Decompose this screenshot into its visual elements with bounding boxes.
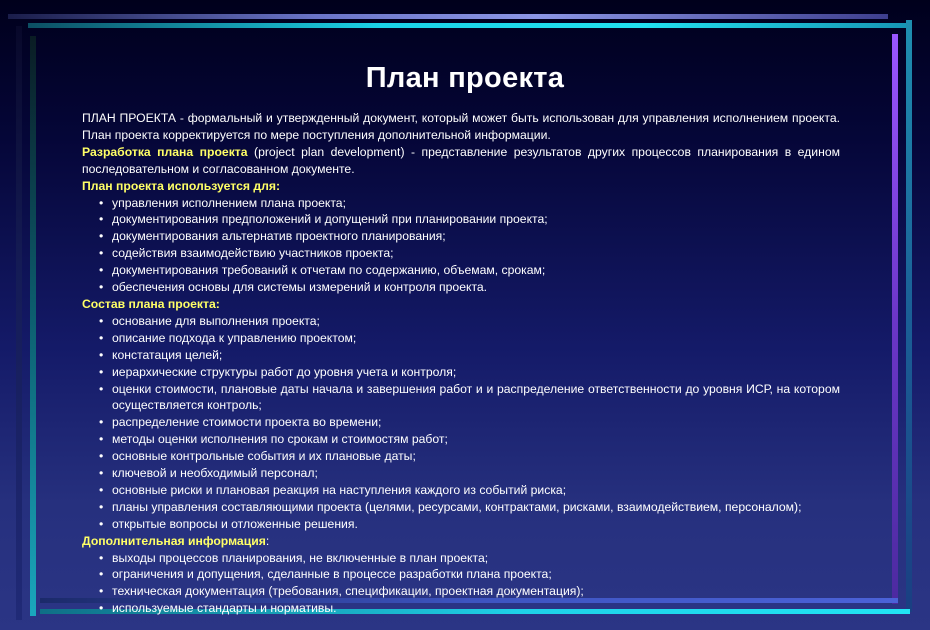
development-text: (project plan development) - представление результатов других процессов планирования в едином последовательном и согласованном документе. (82, 144, 840, 176)
list-item: • документирования требований к отчетам по содержанию, объемам, срокам; (112, 262, 840, 279)
list-item: • используемые стандарты и нормативы. (112, 600, 840, 617)
list-item: • управления исполнением плана проекта; (112, 195, 840, 212)
frame-line-top-inner (28, 23, 908, 28)
list-item: • документирования альтернатив проектного планирования; (112, 228, 840, 245)
list-item: • ключевой и необходимый персонал; (112, 465, 840, 482)
section-heading-additional: Дополнительная информация: (82, 533, 270, 548)
list-item: • выходы процессов планирования, не включенные в план проекта; (112, 550, 840, 567)
list-item: • планы управления составляющими проекта (целями, ресурсами, контрактами, рисками, взаимодействием, персоналом); (112, 499, 840, 516)
usage-list (82, 195, 840, 296)
list-item: • техническая документация (требования, спецификации, проектная документация); (112, 583, 840, 600)
list-item: • ограничения и допущения, сделанные в процессе разработки плана проекта; (112, 566, 840, 583)
list-item: • оценки стоимости, плановые даты начала и завершения работ и и распределение ответственности до уровня ИСР, на котором осуществляется контроль; (112, 381, 840, 415)
list-item: • иерархические структуры работ до уровня учета и контроля; (112, 364, 840, 381)
list-item: • описание подхода к управлению проектом; (112, 330, 840, 347)
definition-term: ПЛАН ПРОЕКТА (82, 111, 177, 125)
list-item: • основные контрольные события и их плановые даты; (112, 448, 840, 465)
list-item: • документирования предположений и допущений при планировании проекта; (112, 211, 840, 228)
development-term: Разработка плана проекта (82, 144, 248, 159)
list-item: • основание для выполнения проекта; (112, 313, 840, 330)
additional-list (82, 550, 840, 618)
list-item: • распределение стоимости проекта во времени; (112, 414, 840, 431)
frame-line-right-outer (906, 20, 912, 612)
development-paragraph (82, 144, 840, 178)
section-heading-usage: План проекта используется для: (82, 178, 281, 193)
list-item: • основные риски и плановая реакция на наступления каждого из событий риска; (112, 482, 840, 499)
section-heading-composition: Состав плана проекта: (82, 296, 220, 311)
definition-paragraph (82, 110, 840, 144)
list-item: • открытые вопросы и отложенные решения. (112, 516, 840, 533)
frame-line-top-outer (8, 14, 888, 19)
list-item: • содействия взаимодействию участников проекта; (112, 245, 840, 262)
list-item: • обеспечения основы для системы измерений и контроля проекта. (112, 279, 840, 296)
list-item: • методы оценки исполнения по срокам и стоимостям работ; (112, 431, 840, 448)
definition-text: - формальный и утвержденный документ, который может быть использован для управления исполнением проекта. План проекта корректируется по мере поступления дополнительной информации. (82, 111, 841, 142)
frame-line-right-inner (892, 34, 898, 604)
frame-line-left-inner (30, 36, 36, 616)
list-item: • констатация целей; (112, 347, 840, 364)
slide-title: План проекта (365, 62, 565, 94)
composition-list (82, 313, 840, 533)
slide-body (82, 110, 840, 617)
frame-line-left-outer (16, 26, 22, 620)
